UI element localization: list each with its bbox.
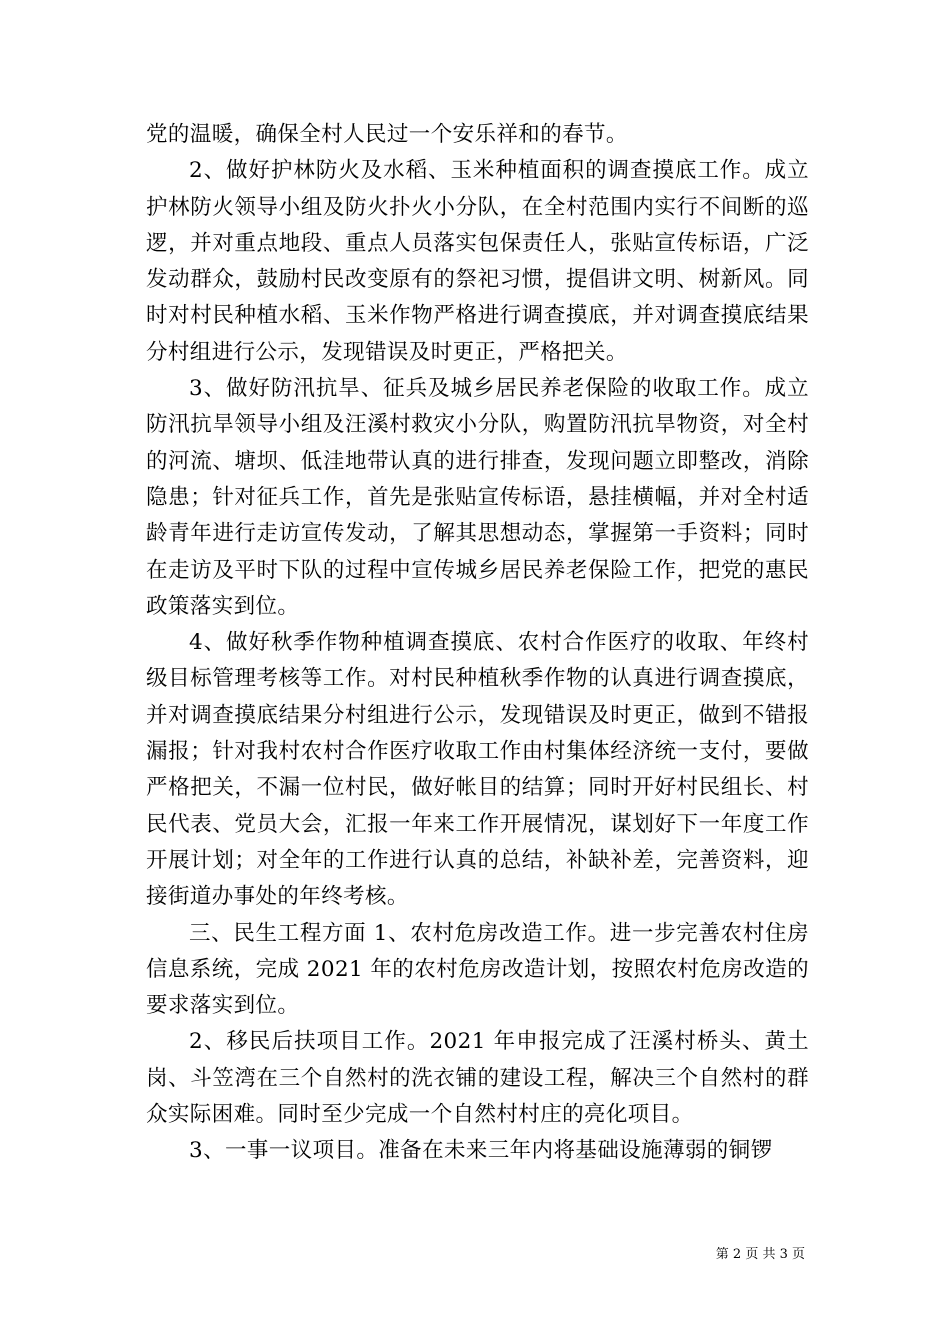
paragraph-relocation-project: 2、移民后扶项目工作。2021 年申报完成了汪溪村桥头、黄土岗、斗笠湾在三个自然村的洗衣铺的建设工程，解决三个自然村的群众实际困难。同时至少完成一个自然村村庄的亮化项目。 xyxy=(146,1029,809,1128)
document-body xyxy=(146,117,809,1170)
paragraph-section-3: 三、民生工程方面 1、农村危房改造工作。进一步完善农村住房信息系统，完成 2021 年的农村危房改造计划，按照农村危房改造的要求落实到位。 xyxy=(146,920,809,1019)
paragraph-item-3: 3、做好防汛抗旱、征兵及城乡居民养老保险的收取工作。成立防汛抗旱领导小组及汪溪村救灾小分队，购置防汛抗旱物资，对全村的河流、塘坝、低洼地带认真的进行排查，发现问题立即整改，消除隐患；针对征兵工作，首先是张贴宣传标语，悬挂横幅，并对全村适龄青年进行走访宣传发动，了解其思想动态，掌握第一手资料；同时在走访及平时下队的过程中宣传城乡居民养老保险工作，把党的惠民政策落实到位。 xyxy=(146,376,809,619)
paragraph-one-matter-project: 3、一事一议项目。准备在未来三年内将基础设施薄弱的铜锣 xyxy=(189,1138,773,1164)
page-number-footer: 第 2 页 共 3 页 xyxy=(715,1247,805,1262)
paragraph-continuation: 党的温暖，确保全村人民过一个安乐祥和的春节。 xyxy=(146,122,628,147)
paragraph-item-4: 4、做好秋季作物种植调查摸底、农村合作医疗的收取、年终村级目标管理考核等工作。对村民种植秋季作物的认真进行调查摸底，并对调查摸底结果分村组进行公示，发现错误及时更正，做到不错报漏报；针对我村农村合作医疗收取工作由村集体经济统一支付，要做严格把关，不漏一位村民，做好帐目的结算；同时开好村民组长、村民代表、党员大会，汇报一年来工作开展情况，谋划好下一年度工作开展计划；对全年的工作进行认真的总结，补缺补差，完善资料，迎接街道办事处的年终考核。 xyxy=(146,630,809,910)
paragraph-item-2: 2、做好护林防火及水稻、玉米种植面积的调查摸底工作。成立护林防火领导小组及防火扑火小分队，在全村范围内实行不间断的巡逻，并对重点地段、重点人员落实包保责任人，张贴宣传标语，广泛发动群众，鼓励村民改变原有的祭祀习惯，提倡讲文明、树新风。同时对村民种植水稻、玉米作物严格进行调查摸底，并对调查摸底结果分村组进行公示，发现错误及时更正，严格把关。 xyxy=(146,158,809,365)
